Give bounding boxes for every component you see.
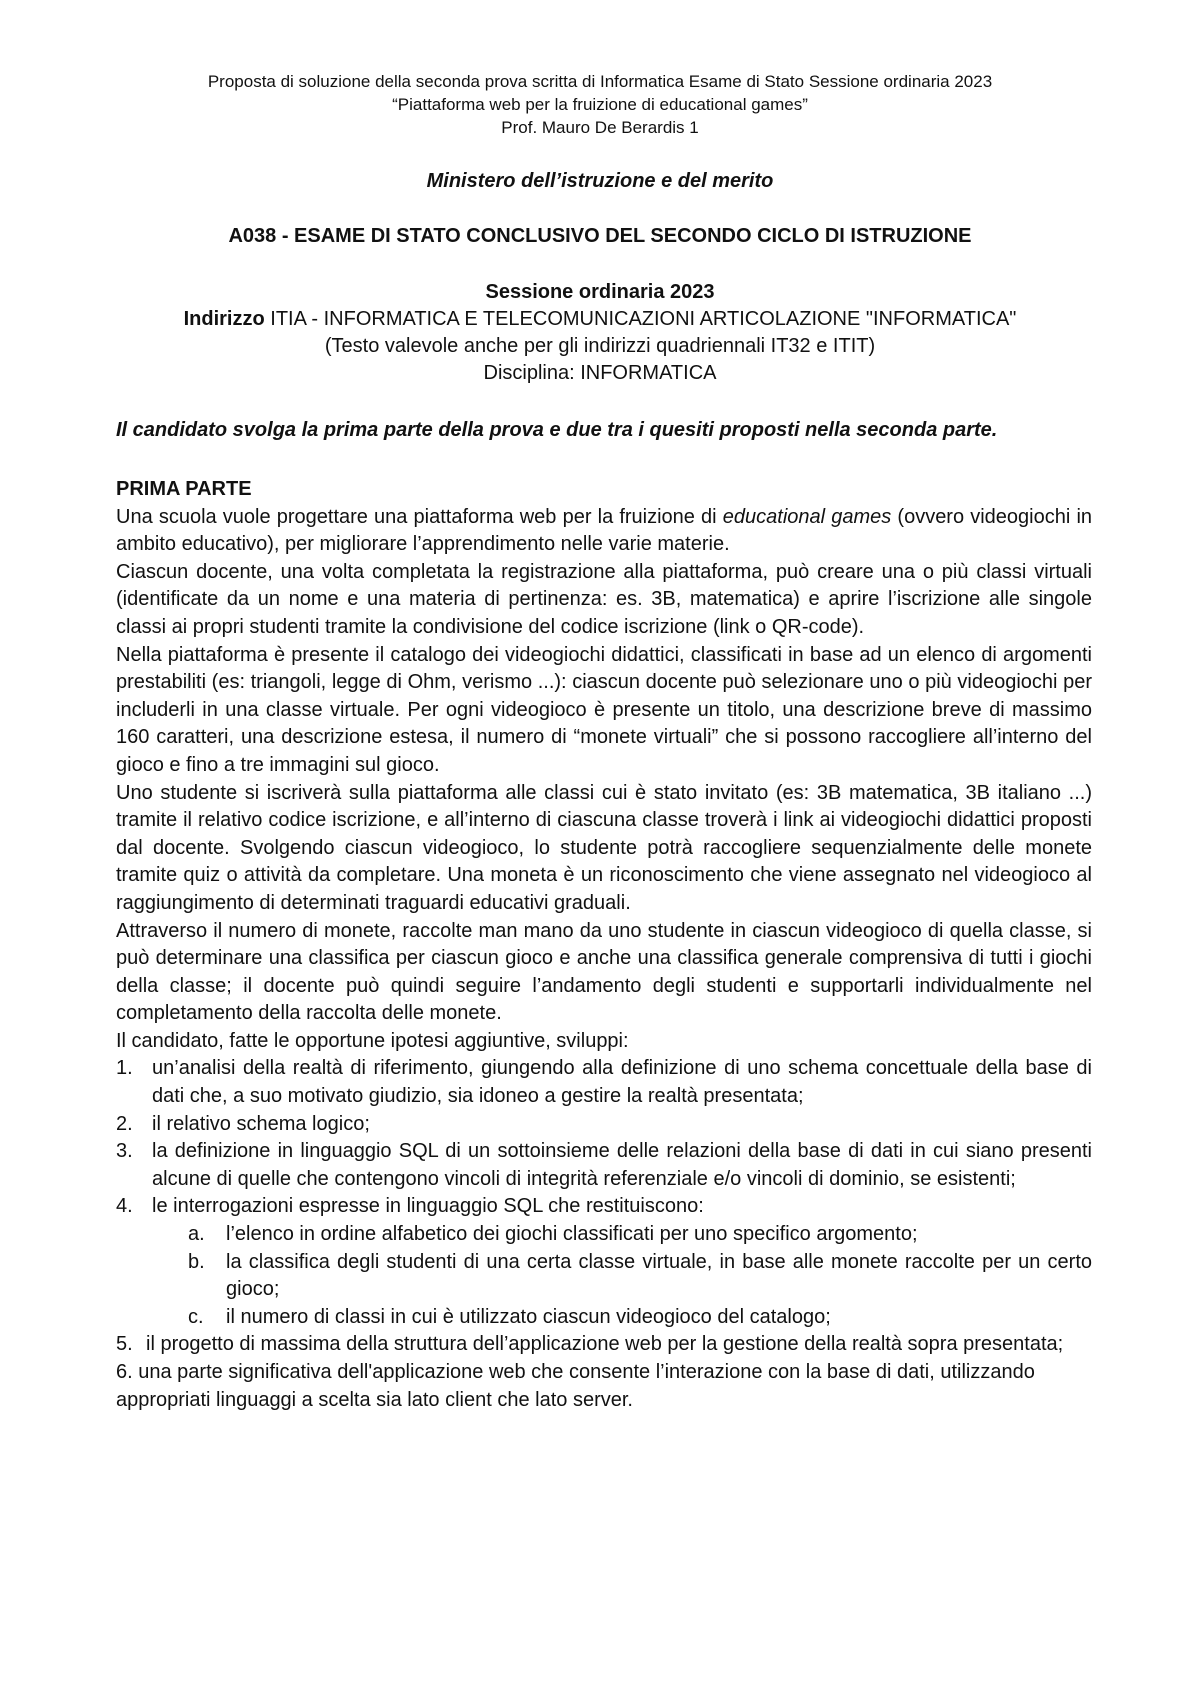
header-line-2: “Piattaforma web per la fruizione di educational games” [392,95,808,114]
list-number: 5. [116,1333,133,1356]
sub-list-text: l’elenco in ordine alfabetico dei giochi classificati per uno specifico argomento; [226,1223,918,1246]
list-text: un’analisi della realtà di riferimento, giungendo alla definizione di uno schema concettuale della base di dati che, a suo motivato giudizio, sia idoneo a gestire la realtà presentata; [152,1057,1092,1108]
list-number: 4. [116,1195,133,1218]
list-item [116,1138,1092,1193]
paragraph-3: Nella piattaforma è presente il catalogo dei videogiochi didattici, classificati in base ad un elenco di argomenti prestabiliti (es: triangoli, legge di Ohm, verismo ...): ciascun docente può selezionare uno o più videogiochi per includerli in una classe virtuale. Per ogni videogioco è presente un titolo, una descrizione breve di massimo 160 caratteri, una descrizione estesa, il numero di “monete virtuali” che si possono raccogliere all’interno del gioco e fino a tre immagini sul gioco. [116,643,1092,776]
paragraph-1 [116,504,1092,559]
list-item [116,1331,1092,1359]
sub-list-letter: a. [188,1223,205,1246]
session-block [0,279,1200,387]
indirizzo-line [0,306,1200,333]
discipline: Disciplina: INFORMATICA [483,362,717,384]
sub-list-text: la classifica degli studenti di una certa classe virtuale, in base alle monete raccolte per un certo gioco; [226,1250,1092,1301]
sub-list-item [116,1249,1092,1304]
page-header [0,70,1200,139]
list-item [116,1055,1092,1110]
instruction-text: Il candidato svolga la prima parte della prova e due tra i quesiti proposti nella seconda parte. [116,419,998,441]
ministry-title: Ministero dell’istruzione e del merito [426,170,774,192]
list-number: 1. [116,1057,133,1080]
sub-list-letter: c. [188,1305,204,1328]
list-text: la definizione in linguaggio SQL di un sottoinsieme delle relazioni della base di dati in cui siano presenti alcune di quelle che contengono vincoli di integrità referenziale e/o vincoli di dominio, se esistenti; [152,1140,1092,1190]
header-line-3: Prof. Mauro De Berardis 1 [501,118,699,137]
list-item [116,1111,1092,1139]
paragraph-1-part-b: (ovvero videogiochi in ambito educativo), per migliorare l’apprendimento nelle varie materie. [116,505,1093,556]
sub-list-item [116,1304,1092,1332]
indirizzo-label: Indirizzo [183,308,265,330]
list-number: 3. [116,1140,133,1163]
list-text: il progetto di massima della struttura dell’applicazione web per la gestione della realtà sopra presentata; [146,1333,1064,1356]
list-text: il relativo schema logico; [152,1112,370,1135]
sub-list-letter: b. [188,1250,205,1273]
paragraph-6: Il candidato, fatte le opportune ipotesi aggiuntive, sviluppi: [116,1029,629,1052]
paragraph-1-italic: educational games [722,505,892,528]
exam-title: A038 - ESAME DI STATO CONCLUSIVO DEL SECONDO CICLO DI ISTRUZIONE [228,225,972,247]
session-title: Sessione ordinaria 2023 [485,281,715,303]
prima-parte-section [116,476,1092,1414]
requirements-list [116,1055,1092,1414]
list-number: 2. [116,1112,133,1135]
paragraph-2: Ciascun docente, una volta completata la registrazione alla piattaforma, può creare una o più classi virtuali (identificate da un nome e una materia di pertinenza: es. 3B, matematica) e aprire l’iscrizione alle singole classi ai propri studenti tramite la condivisione del codice iscrizione (link o QR-code). [116,560,1092,638]
indirizzo-value: ITIA - INFORMATICA E TELECOMUNICAZIONI ARTICOLAZIONE "INFORMATICA" [264,308,1017,330]
session-note: (Testo valevole anche per gli indirizzi quadriennali IT32 e ITIT) [324,335,876,357]
list-text: le interrogazioni espresse in linguaggio SQL che restituiscono: [152,1195,704,1218]
list-item [116,1193,1092,1221]
paragraph-4: Uno studente si iscriverà sulla piattaforma alle classi cui è stato invitato (es: 3B matematica, 3B italiano ...) tramite il relativo codice iscrizione, e all’interno di ciascuna classe troverà i link ai videogiochi didattici proposti dal docente. Svolgendo ciascun videogioco, lo studente potrà raccogliere sequenzialmente delle monete tramite quiz o attività da completare. Una moneta è un riconoscimento che viene assegnato nel videogioco al raggiungimento di determinati traguardi educativi graduali. [116,781,1092,914]
section-heading: PRIMA PARTE [116,478,252,500]
list-item-6: 6. una parte significativa dell'applicazione web che consente l’interazione con la base di dati, utilizzando appropriati linguaggi a scelta sia lato client che lato server. [116,1361,1035,1411]
paragraph-5: Attraverso il numero di monete, raccolte man mano da uno studente in ciascun videogioco di quella classe, si può determinare una classifica per ciascun gioco e anche una classifica generale comprensiva di tutti i giochi della classe; il docente può quindi seguire l’andamento degli studenti e supportarli individualmente nel completamento della raccolta delle monete. [116,919,1092,1025]
sub-list-item [116,1221,1092,1249]
paragraph-1-part-a: Una scuola vuole progettare una piattaforma web per la fruizione di [116,505,723,528]
header-line-1: Proposta di soluzione della seconda prova scritta di Informatica Esame di Stato Sessione ordinaria 2023 [207,72,993,91]
sub-list-text: il numero di classi in cui è utilizzato ciascun videogioco del catalogo; [226,1305,831,1328]
